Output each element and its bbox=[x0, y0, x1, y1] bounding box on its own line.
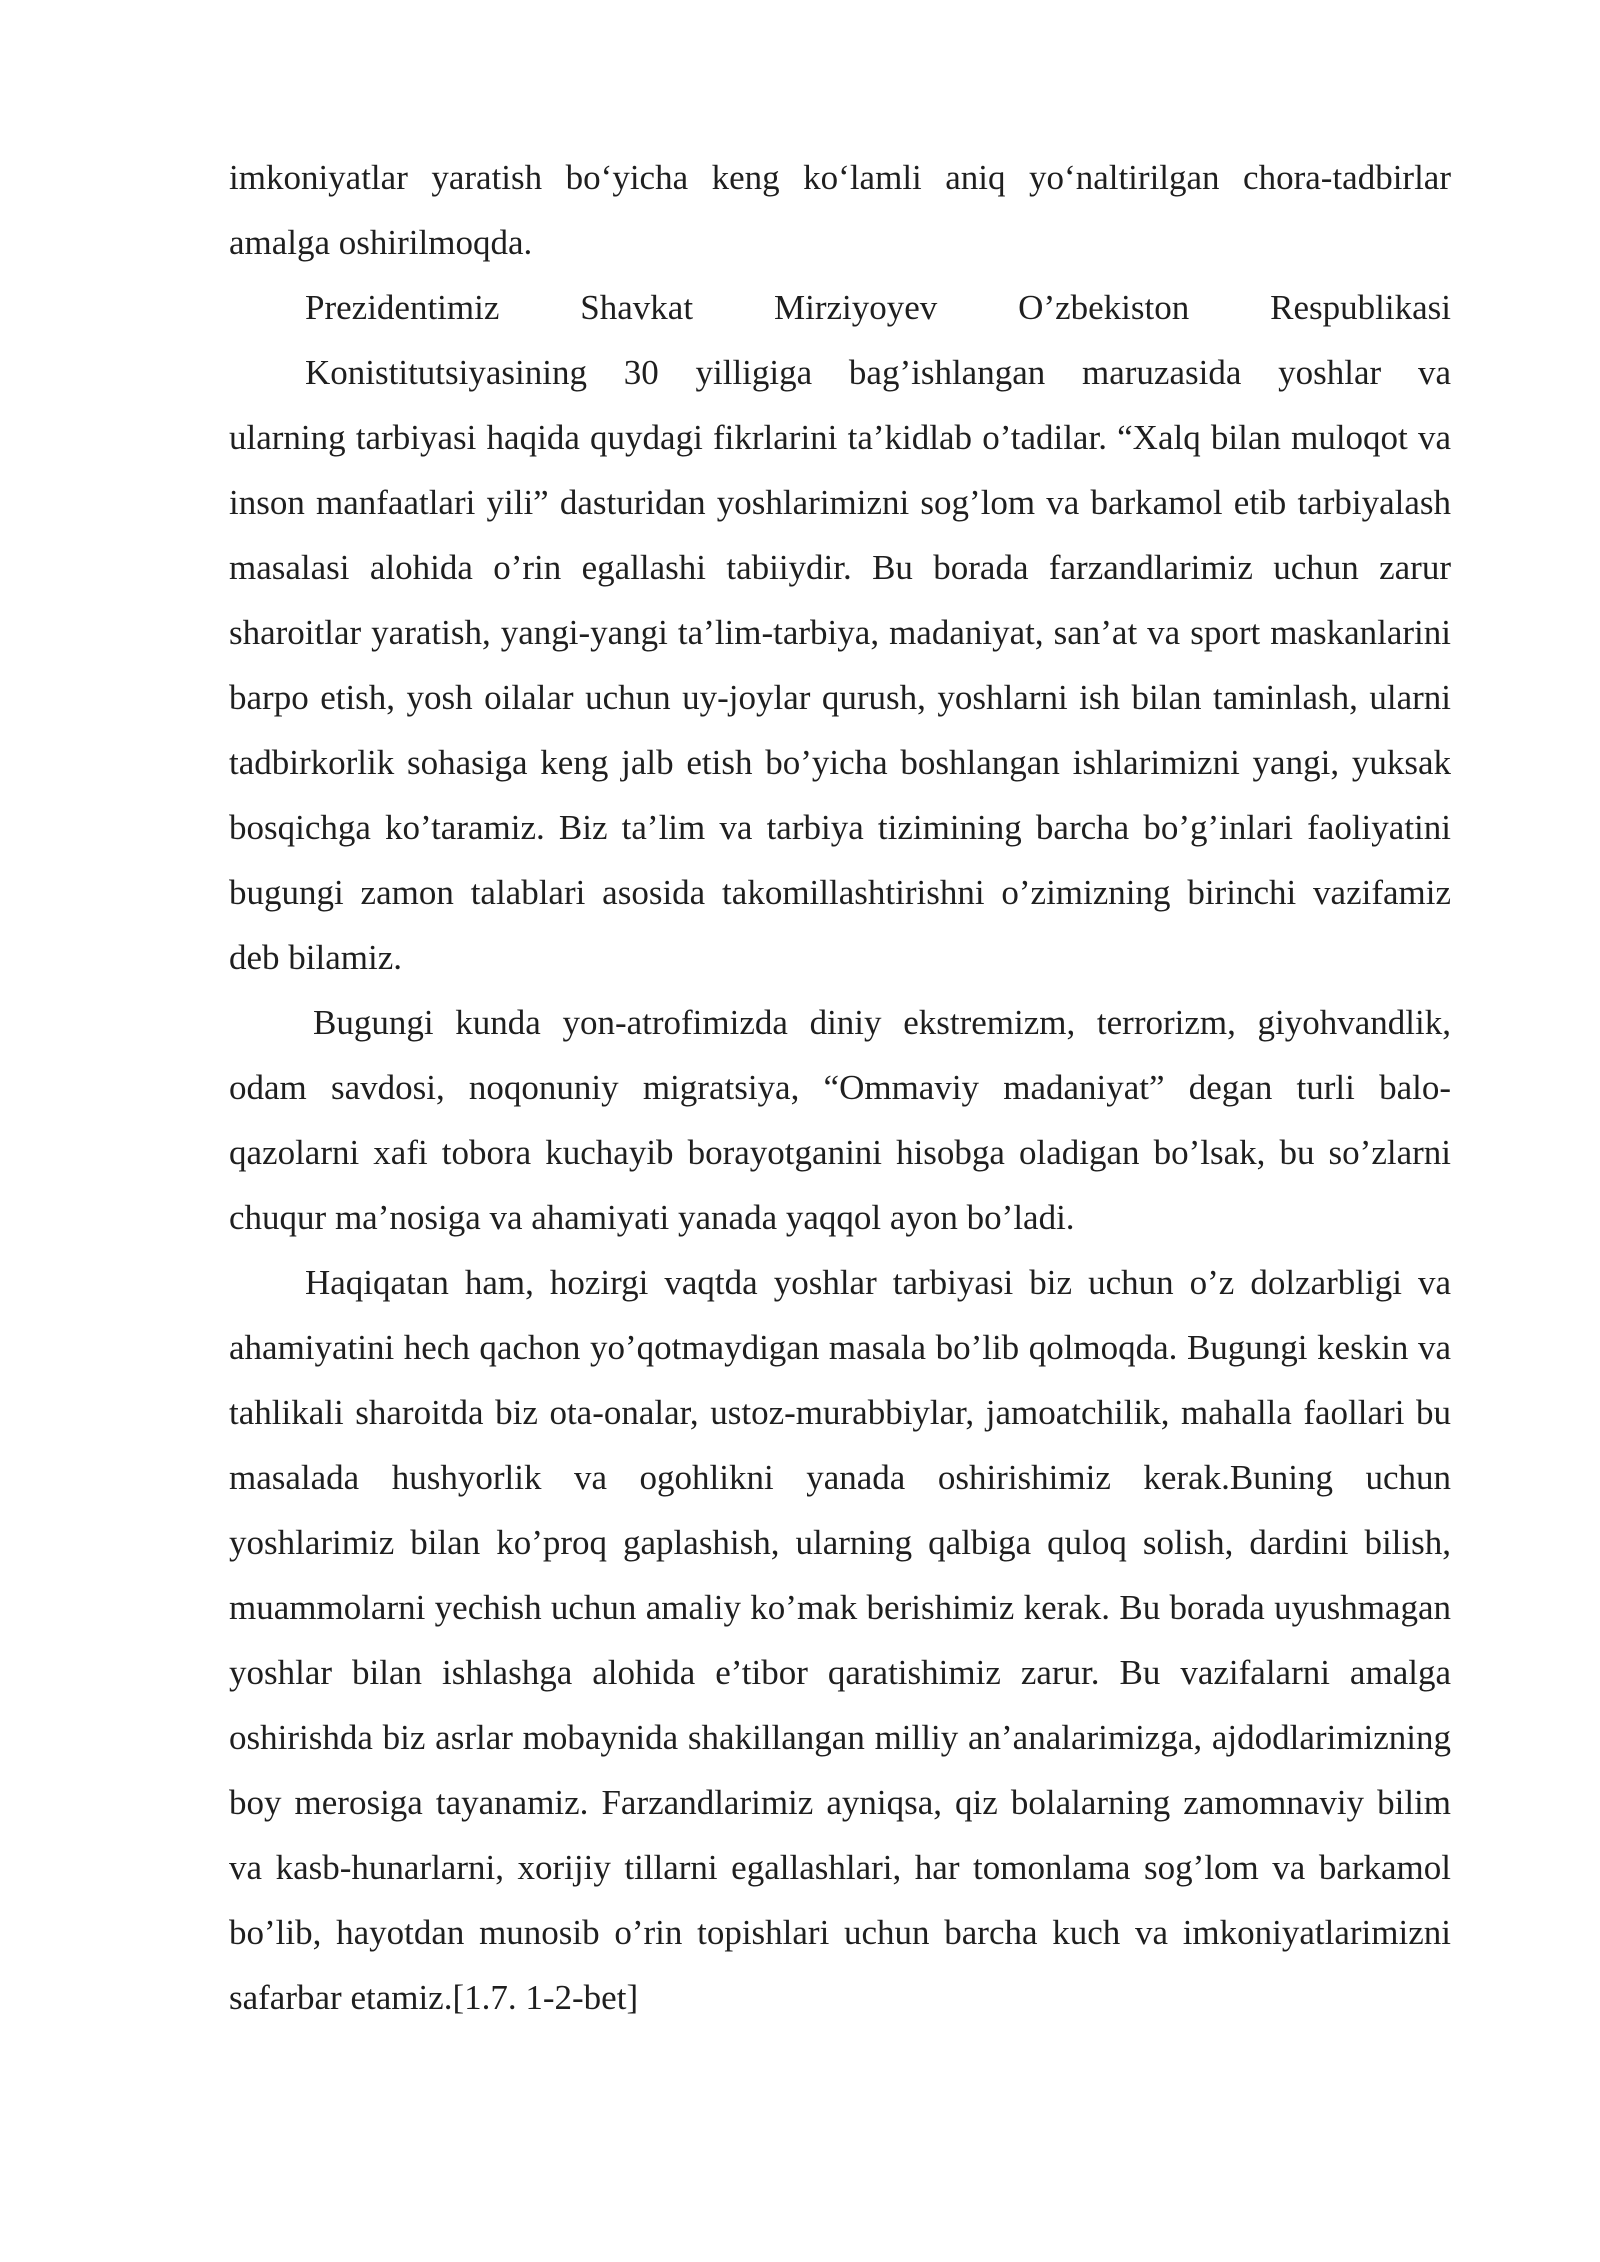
word: Mirziyoyev bbox=[773, 288, 938, 327]
document-body bbox=[229, 145, 1451, 2030]
paragraph-threats: Bugungi kunda yon-atrofimizda diniy ekstremizm, terrorizm, giyohvandlik, odam savdosi, noqonuniy migratsiya, “Ommaviy madaniyat” degan turli balo-qazolarni xafi tobora kuchayib borayotganini hisobga oladigan bo’lsak, bu so’zlarni chuqur ma’nosiga va ahamiyati yanada yaqqol ayon bo’ladi. bbox=[229, 1003, 1451, 1237]
paragraph-continuation: imkoniyatlar yaratish bo‘yicha keng ko‘lamli aniq yo‘naltirilgan chora-tadbirlar amalga oshirilmoqda. bbox=[229, 158, 1451, 262]
paragraph-youth-upbringing: Haqiqatan ham, hozirgi vaqtda yoshlar tarbiyasi biz uchun o’z dolzarbligi va ahamiyatini hech qachon yo’qotmaydigan masala bo’lib qolmoqda. Bugungi keskin va tahlikali sharoitda biz ota-onalar, ustoz-murabbiylar, jamoatchilik, mahalla faollari bu masalada hushyorlik va ogohlikni yanada oshirishimiz kerak.Buning uchun yoshlarimiz bilan ko’proq gaplashish, ularning qalbiga quloq solish, dardini bilish, muammolarni yechish uchun amaliy ko’mak berishimiz kerak. Bu borada uyushmagan yoshlar bilan ishlashga alohida e’tibor qaratishimiz zarur. Bu vazifalarni amalga oshirishda biz asrlar mobaynida shakillangan milliy an’analarimizga, ajdodlarimizning boy merosiga tayanamiz. Farzandlarimiz ayniqsa, qiz bolalarning zamomnaviy bilim va kasb-hunarlarni, xorijiy tillarni egallashlari, har tomonlama sog’lom va barkamol bo’lib, hayotdan munosib o’rin topishlari uchun barcha kuch va imkoniyatlarimizni safarbar etamiz.[1.7. 1-2-bet] bbox=[229, 1263, 1451, 2017]
paragraph-intro-line bbox=[229, 275, 1451, 340]
word: Prezidentimiz bbox=[305, 288, 500, 327]
word: Shavkat bbox=[580, 288, 694, 327]
paragraph-president-quote: ularning tarbiyasi haqida quydagi fikrlarini ta’kidlab o’tadilar. “Xalq bilan muloqot va inson manfaatlari yili” dasturidan yoshlarimizni sog’lom va barkamol etib tarbiyalash masalasi alohida o’rin egallashi tabiiydir. Bu borada farzandlarimiz uchun zarur sharoitlar yaratish, yangi-yangi ta’lim-tarbiya, madaniyat, san’at va sport maskanlarini barpo etish, yosh oilalar uchun uy-joylar qurush, yoshlarni ish bilan taminlash, ularni tadbirkorlik sohasiga keng jalb etish bo’yicha boshlangan ishlarimizni yangi, yuksak bosqichga ko’taramiz. Biz ta’lim va tarbiya tizimining barcha bo’g’inlari faoliyatini bugungi zamon talablari asosida takomillashtirishni o’zimizning birinchi vazifamiz deb bilamiz. bbox=[229, 418, 1451, 977]
paragraph-indented-line: Konistitutsiyasining 30 yilligiga bag’ishlangan maruzasida yoshlar va bbox=[305, 353, 1451, 392]
word: O’zbekiston bbox=[1018, 288, 1190, 327]
word: Respublikasi bbox=[1270, 288, 1451, 327]
